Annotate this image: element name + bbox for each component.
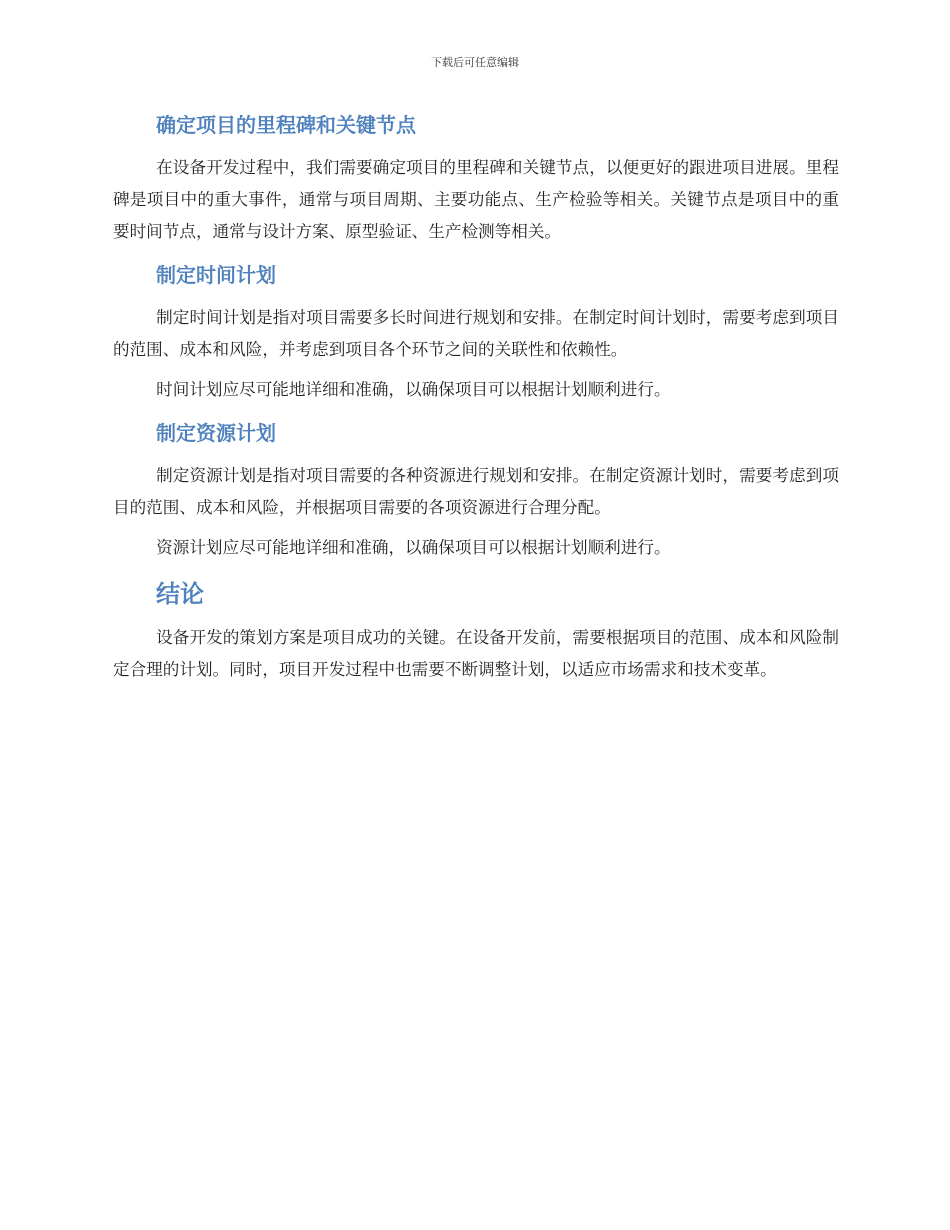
document-body [113,108,839,696]
section-heading-milestones: 确定项目的里程碑和关键节点 [156,113,416,137]
section-heading-time-plan: 制定时间计划 [156,263,276,287]
section-paragraph: 在设备开发过程中，我们需要确定项目的里程碑和关键节点，以便更好的跟进项目进展。里程碑是项目中的重大事件，通常与项目周期、主要功能点、生产检验等相关。关键节点是项目中的重要时间节点，通常与设计方案、原型验证、生产检测等相关。 [113,158,839,241]
section-paragraph: 制定资源计划是指对项目需要的各种资源进行规划和安排。在制定资源计划时，需要考虑到项目的范围、成本和风险，并根据项目需要的各项资源进行合理分配。 [113,466,839,517]
section-heading-resource-plan: 制定资源计划 [156,421,276,445]
section-paragraph: 制定时间计划是指对项目需要多长时间进行规划和安排。在制定时间计划时，需要考虑到项目的范围、成本和风险，并考虑到项目各个环节之间的关联性和依赖性。 [113,308,839,359]
section-paragraph: 时间计划应尽可能地详细和准确，以确保项目可以根据计划顺利进行。 [156,380,671,399]
section-paragraph: 资源计划应尽可能地详细和准确，以确保项目可以根据计划顺利进行。 [156,538,671,557]
section-paragraph: 设备开发的策划方案是项目成功的关键。在设备开发前，需要根据项目的范围、成本和风险制定合理的计划。同时，项目开发过程中也需要不断调整计划，以适应市场需求和技术变革。 [113,628,839,679]
section-heading-conclusion: 结论 [156,580,204,608]
page-header-note: 下载后可任意编辑 [431,56,519,69]
